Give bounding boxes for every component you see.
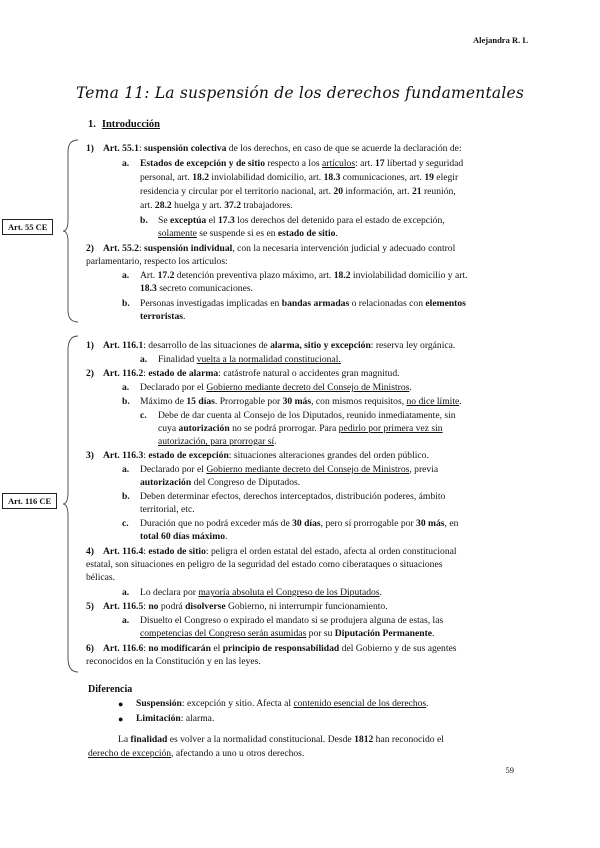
- diferencia-heading: Diferencia: [88, 684, 133, 695]
- art116-3b-line1: Deben determinar efectos, derechos interceptados, distribución poderes, ámbito: [140, 491, 446, 502]
- label-art116-ce: Art. 116 CE: [2, 493, 57, 509]
- item-letter: c.: [122, 518, 129, 529]
- art55-2a-line2: 18.3 secreto comunicaciones.: [140, 283, 253, 294]
- art116-4-line1: Art. 116.4: estado de sitio: peligra el orden estatal del estado, afecta al orden constitucional: [103, 546, 457, 557]
- item-letter: a.: [122, 382, 130, 393]
- art55-1a-line2: personal, art. 18.2 inviolabilidad domicilio, art. 18.3 comunicaciones, art. 19 elegir: [140, 172, 459, 183]
- art116-3a-line2: autorización del Congreso de Diputados.: [140, 477, 301, 488]
- art116-2c-line2: cuya autorización no se podrá prorrogar. Para pedirlo por primera vez sin: [158, 423, 443, 434]
- item-number: 1): [86, 340, 94, 351]
- art116-2c-line3: autorización, para prorrogar sí.: [158, 436, 277, 447]
- art116-3a-line1: Declarado por el Gobierno mediante decreto del Consejo de Ministros, previa: [140, 464, 439, 475]
- item-letter: b.: [122, 396, 130, 407]
- art116-3-line: Art. 116.3: estado de excepción: situaciones alteraciones grandes del orden público.: [103, 450, 429, 461]
- item-number: 2): [86, 368, 94, 379]
- item-number: 5): [86, 601, 94, 612]
- art55-1a-line4: art. 28.2 huelga y art. 37.2 trabajadores.: [140, 200, 293, 211]
- art116-4-line2: estatal, son situaciones en peligro de la seguridad del estado como ciberataques o situaciones: [86, 559, 443, 570]
- item-letter: a.: [122, 464, 130, 475]
- diferencia-item: Limitación: alarma.: [136, 713, 215, 724]
- art55-2b-line2: terroristas.: [140, 311, 186, 322]
- item-letter: c.: [140, 410, 147, 421]
- art116-5-line: Art. 116.5: no podrá disolverse Gobierno, ni interrumpir funcionamiento.: [103, 601, 388, 612]
- art116-2a-line: Declarado por el Gobierno mediante decreto del Consejo de Ministros.: [140, 382, 412, 393]
- page-number: 59: [505, 765, 514, 775]
- art116-1-line: Art. 116.1: desarrollo de las situaciones de alarma, sitio y excepción: reserva ley orgánica.: [103, 340, 456, 351]
- item-letter: a.: [122, 587, 130, 598]
- author-name: Alejandra R. L: [472, 35, 528, 45]
- item-number: 1): [86, 143, 94, 154]
- art116-3b-line2: territorial, etc.: [140, 504, 195, 515]
- section-heading: 1. Introducción: [88, 119, 161, 130]
- item-number: 3): [86, 450, 94, 461]
- art116-3c-line1: Duración que no podrá exceder más de 30 días, pero sí prorrogable por 30 más, en: [140, 518, 459, 529]
- art55-1b-line1: Se exceptúa el 17.3 los derechos del detenido para el estado de excepción,: [158, 215, 445, 226]
- art55-2b-line1: Personas investigadas implicadas en bandas armadas o relacionadas con elementos: [140, 298, 466, 309]
- item-number: 4): [86, 546, 94, 557]
- item-letter: a.: [140, 354, 148, 365]
- art116-4a-line: Lo declara por mayoría absoluta el Congreso de los Diputados.: [140, 587, 382, 598]
- art55-1b-line2: solamente se suspende si es en estado de sitio.: [158, 228, 338, 239]
- art116-2-line: Art. 116.2: estado de alarma: catástrofe natural o accidentes gran magnitud.: [103, 368, 400, 379]
- diferencia-item: Suspensión: excepción y sitio. Afecta al contenido esencial de los derechos.: [136, 698, 429, 709]
- art116-2b-line: Máximo de 15 días. Prorrogable por 30 más, con mismos requisitos, no dice límite.: [140, 396, 462, 407]
- art116-5a-line2: competencias del Congreso serán asumidas por su Diputación Permanente.: [140, 628, 435, 639]
- art116-4-line3: bélicas.: [86, 572, 116, 583]
- art55-2-line1: Art. 55.2: suspensión individual, con la necesaria intervención judicial y adecuado control: [103, 243, 456, 254]
- item-letter: a.: [122, 615, 130, 626]
- art116-3c-line2: total 60 días máximo.: [140, 531, 228, 542]
- art116-5a-line1: Disuelto el Congreso o expirado el mandato si se produjera alguna de estas, las: [140, 615, 444, 626]
- final-paragraph-line2: derecho de excepción, afectando a uno u otros derechos.: [88, 748, 305, 759]
- art116-1a-line: Finalidad vuelta a la normalidad constitucional.: [158, 354, 341, 365]
- brace-art116: [62, 334, 80, 674]
- page-title: Tema 11: La suspensión de los derechos fundamentales: [75, 84, 525, 102]
- item-letter: b.: [140, 215, 148, 226]
- art55-2a-line1: Art. 17.2 detención preventiva plazo máximo, art. 18.2 inviolabilidad domicilio y art.: [140, 270, 468, 281]
- item-number: 2): [86, 243, 94, 254]
- item-letter: a.: [122, 270, 130, 281]
- final-paragraph-line1: La finalidad es volver a la normalidad constitucional. Desde 1812 han reconocido el: [118, 734, 444, 745]
- art116-6-line1: Art. 116.6: no modificarán el principio de responsabilidad del Gobierno y de sus agentes: [103, 643, 457, 654]
- art55-1a-line3: residencia y circular por el territorio nacional, art. 20 información, art. 21 reunión,: [140, 186, 456, 197]
- bullet-icon: ●: [118, 699, 124, 709]
- brace-art55: [62, 138, 80, 324]
- art55-1a-line1: Estados de excepción y de sitio respecto a los artículos: art. 17 libertad y seguridad: [140, 158, 464, 169]
- item-letter: b.: [122, 491, 130, 502]
- label-art55-ce: Art. 55 CE: [2, 219, 53, 235]
- art116-2c-line1: Debe de dar cuenta al Consejo de los Diputados, reunido inmediatamente, sin: [158, 410, 456, 421]
- item-letter: b.: [122, 298, 130, 309]
- art55-2-line2: parlamentario, respecto los artículos:: [86, 256, 228, 267]
- art55-1-line: Art. 55.1: suspensión colectiva de los derechos, en caso de que se acuerde la declaración de:: [103, 143, 462, 154]
- item-letter: a.: [122, 158, 130, 169]
- art116-6-line2: reconocidos en la Constitución y en las leyes.: [86, 656, 261, 667]
- bullet-icon: ●: [118, 714, 124, 724]
- item-number: 6): [86, 643, 94, 654]
